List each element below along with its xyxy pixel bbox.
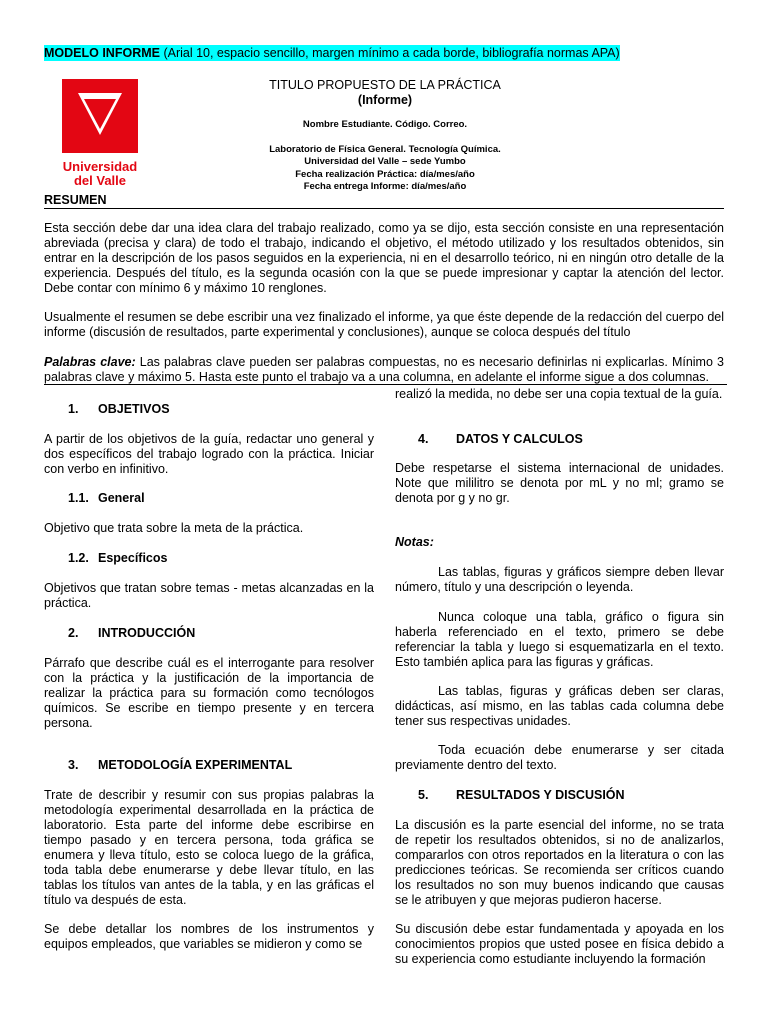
section-datos-text: Debe respetarse el sistema internacional de unidades. Note que mililitro se denota por mL y no ml; gramo se denota por g y no gr. <box>395 461 724 505</box>
info-line: Fecha entrega Informe: día/mes/año <box>303 181 467 192</box>
resumen-heading: RESUMEN <box>44 193 107 207</box>
model-note: (Arial 10, espacio sencillo, margen mínimo a cada borde, bibliografía normas APA) <box>159 46 620 60</box>
section-resultados-text: La discusión es la parte esencial del informe, no se trata de repetir los resultados obtenidos, si no de analizarlos, compararlos con otros reportados en la literatura o con las predicciones teóricas. Se recomienda ser críticos cuando los resultados no son muy buenos indicando que causas se le atribuyen y que mejoras pudieron hacerse. <box>395 818 724 907</box>
section-introduccion-heading: 2. INTRODUCCIÓN <box>68 626 196 640</box>
info-line: Laboratorio de Física General. Tecnología Química. <box>269 143 501 155</box>
subsection-general-heading: 1.1. General <box>68 491 145 505</box>
university-logo <box>62 79 138 188</box>
subsection-especificos-heading: 1.2. Específicos <box>68 551 168 565</box>
nota-paragraph: Las tablas, figuras y gráficas deben ser claras, didácticas, así mismo, en las tablas cada columna debe tener sus respectivas unidades. <box>395 684 724 728</box>
page-title: TITULO PROPUESTO DE LA PRÁCTICA <box>269 78 501 92</box>
continued-text: realizó la medida, no debe ser una copia textual de la guía. <box>395 387 723 401</box>
section-resultados-heading: 5. RESULTADOS Y DISCUSIÓN <box>418 788 625 802</box>
info-line: Fecha realización Práctica: día/mes/año <box>295 168 475 180</box>
page-subtitle: (Informe) <box>357 93 413 107</box>
nota-paragraph: Nunca coloque una tabla, gráfico o figura sin haberla referenciado en el texto, primero se debe referenciar la tabla y luego si esquematizarla en el texto. Esto también aplica para las figuras y gráficas. <box>395 610 724 669</box>
nota-paragraph: Toda ecuación debe enumerarse y ser citada previamente dentro del texto. <box>395 743 724 772</box>
subsection-especificos-text: Objetivos que tratan sobre temas - metas alcanzadas en la práctica. <box>44 581 374 610</box>
section-metodologia-text-2: Se debe detallar los nombres de los instrumentos y equipos empleados, que variables se midieron y como se <box>44 922 374 951</box>
subsection-general-text: Objetivo que trata sobre la meta de la práctica. <box>44 521 304 535</box>
keywords-paragraph <box>44 355 724 385</box>
column-separator-rule <box>44 384 727 385</box>
resumen-rule <box>44 208 724 209</box>
section-introduccion-text: Párrafo que describe cuál es el interrogante para resolver con la práctica y la justificación de la importancia de realizar la práctica para su formación como tecnólogos químicos. Se escribe en tiempo presente y en tercera persona. <box>44 656 374 730</box>
info-line: Universidad del Valle – sede Yumbo <box>304 156 466 167</box>
model-label: MODELO INFORME <box>44 46 160 60</box>
section-metodologia-heading: 3. METODOLOGÍA EXPERIMENTAL <box>68 758 293 772</box>
model-note-banner <box>44 45 620 61</box>
logo-line-1: Universidad <box>62 159 138 174</box>
resumen-paragraph-1: Esta sección debe dar una idea clara del trabajo realizado, como ya se dijo, esta sección consiste en una representación abreviada (precisa y clara) de todo el trabajo, indicando el objetivo, el método utilizado y los resultados obtenidos, sin entrar en la descripción de los pasos seguidos en la experiencia, ni en el desarrollo teórico, ni en ningún otro detalle de la experiencia. Después del título, es la segunda ocasión con la que se puede impresionar y captar la atención del lector. Debe contar con mínimo 6 y máximo 10 renglones. <box>44 221 724 295</box>
section-objetivos-text: A partir de los objetivos de la guía, redactar uno general y dos específicos del trabajo logrado con la práctica. Iniciar con verbo en infinitivo. <box>44 432 374 476</box>
student-line: Nombre Estudiante. Código. Correo. <box>302 119 468 130</box>
university-logo-emblem <box>62 79 138 153</box>
title-block <box>170 78 600 194</box>
section-resultados-text-2: Su discusión debe estar fundamentada y apoyada en los conocimientos propios que usted posee en física debido a su experiencia como estudiante incluyendo la formación <box>395 922 724 966</box>
section-metodologia-text: Trate de describir y resumir con sus propias palabras la metodología experimental desarrollada en la práctica de laboratorio. Esta parte del informe debe escribirse en tiempo pasado y en tercera persona, toda gráfica se enumera y lleva título, esto se coloca luego de la gráfica, toda tabla debe enumerarse y debe llevar título, en las tablas los títulos van antes de la tabla, y en las gráficas el título va después de esta. <box>44 788 374 907</box>
nota-paragraph: Las tablas, figuras y gráficos siempre deben llevar número, título y una descripción o leyenda. <box>395 565 724 594</box>
notas-label: Notas: <box>395 535 434 549</box>
section-datos-heading: 4. DATOS Y CALCULOS <box>418 432 583 446</box>
keywords-label: Palabras clave: <box>44 355 136 369</box>
keywords-text: Las palabras clave pueden ser palabras compuestas, no es necesario definirlas ni explicarlas. Mínimo 3 palabras clave y máximo 5. Hasta este punto el trabajo va a una columna, en adelante el informe sigue a dos columnas. <box>44 355 724 384</box>
resumen-paragraph-2: Usualmente el resumen se debe escribir una vez finalizado el informe, ya que éste depende de la redacción del cuerpo del informe (discusión de resultados, parte experimental y conclusiones), aunque se coloca después del título <box>44 310 724 339</box>
logo-line-2: del Valle <box>73 173 127 188</box>
section-objetivos-heading: 1. OBJETIVOS <box>68 402 170 416</box>
